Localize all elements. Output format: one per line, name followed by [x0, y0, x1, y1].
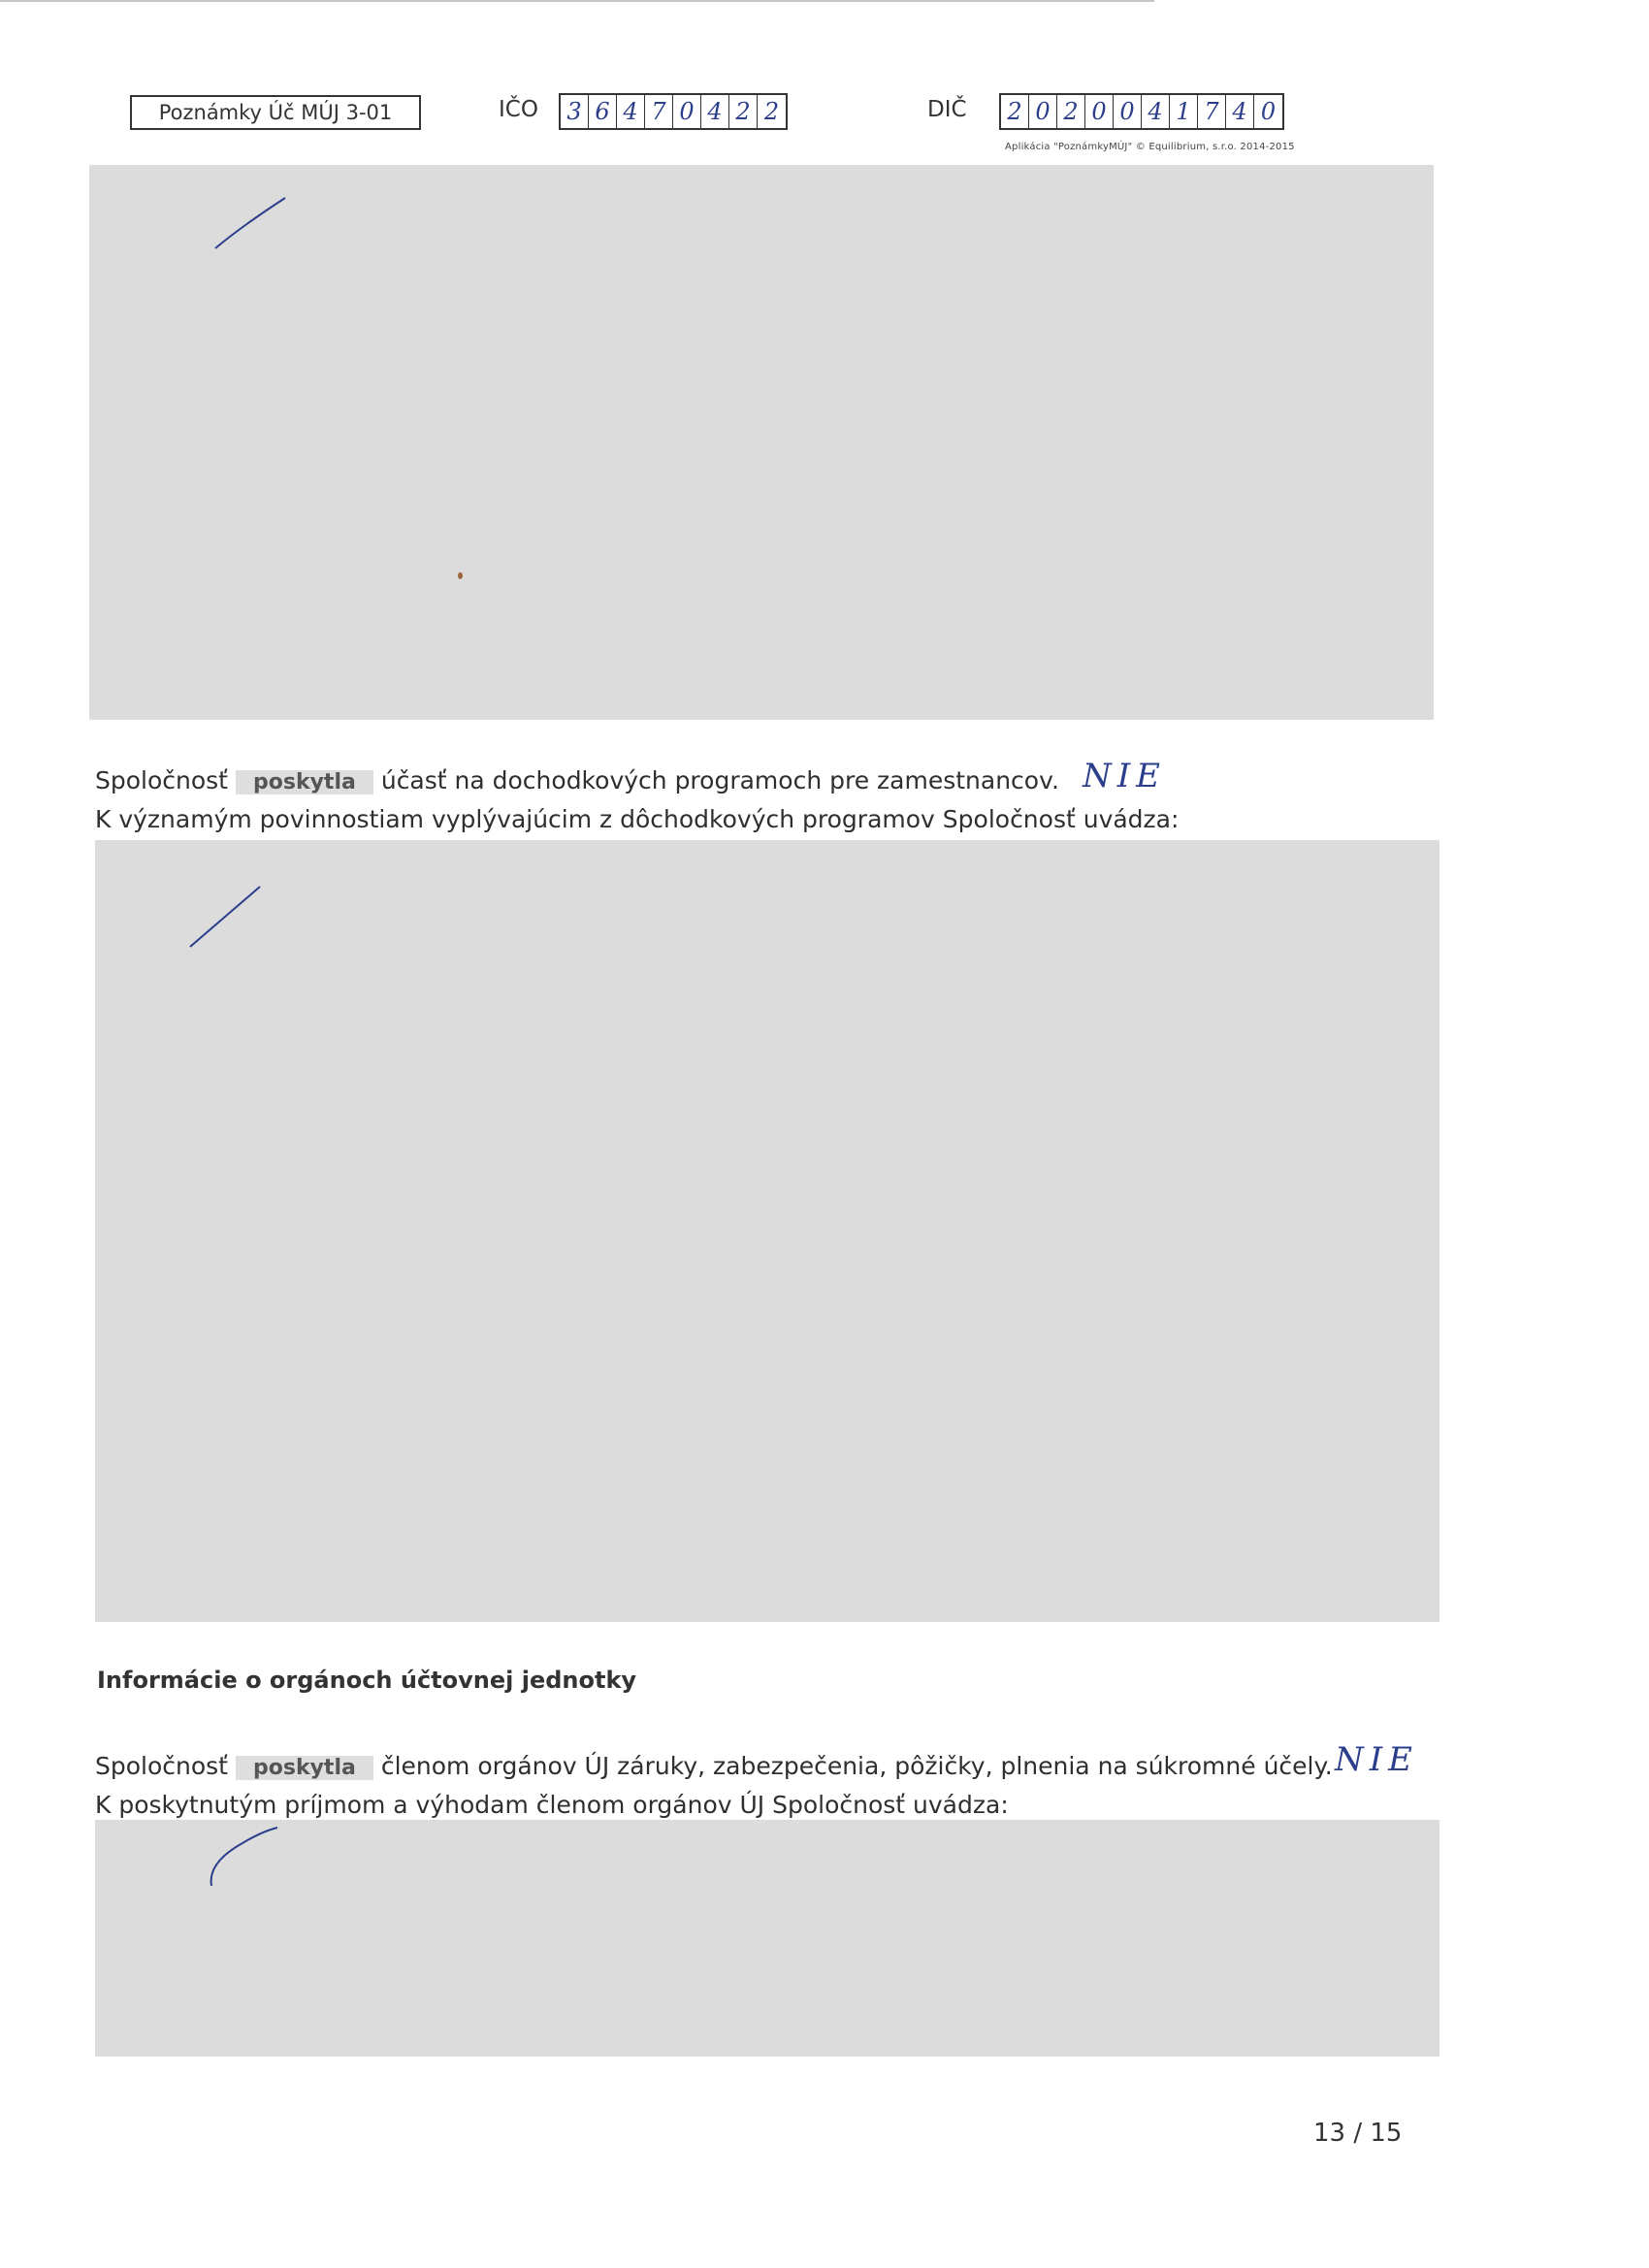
- organs-choice-badge: poskytla: [236, 1756, 373, 1780]
- digit-cell: 7: [645, 95, 673, 128]
- digit-cell: 2: [1057, 95, 1085, 128]
- organs-statement: [95, 1752, 1333, 1780]
- organs-statement-prefix: Spoločnosť: [95, 1752, 228, 1780]
- pension-obligations-label: K významým povinnostiam vyplývajúcim z dôchodkových programov Spoločnosť uvádza:: [95, 805, 1180, 833]
- pension-statement-suffix: účasť na dochodkových programoch pre zamestnancov.: [380, 766, 1059, 794]
- organs-handwritten-answer: NIE: [1335, 1740, 1418, 1779]
- digit-cell: 0: [1029, 95, 1057, 128]
- digit-cell: 7: [1198, 95, 1226, 128]
- digit-cell: 4: [1226, 95, 1254, 128]
- form-label: Poznámky Úč MÚJ 3-01: [130, 95, 421, 130]
- digit-cell: 0: [1114, 95, 1142, 128]
- notes-field-1: [89, 165, 1434, 720]
- notes-field-3: [95, 1820, 1439, 2057]
- organs-statement-suffix: členom orgánov ÚJ záruky, zabezpečenia, pôžičky, plnenia na súkromné účely.: [380, 1752, 1333, 1780]
- page-top-rule: [0, 0, 1154, 2]
- ico-label: IČO: [499, 97, 538, 122]
- pension-statement: [95, 766, 1059, 794]
- digit-cell: 2: [1001, 95, 1029, 128]
- digit-cell: 2: [729, 95, 758, 128]
- digit-cell: 1: [1170, 95, 1198, 128]
- digit-cell: 6: [589, 95, 617, 128]
- handwritten-strike-mark: [186, 883, 264, 951]
- digit-cell: 4: [1142, 95, 1170, 128]
- digit-cell: 4: [617, 95, 645, 128]
- page-number: 13 / 15: [1313, 2119, 1403, 2148]
- digit-cell: 0: [673, 95, 701, 128]
- digit-cell: 3: [561, 95, 589, 128]
- pension-statement-prefix: Spoločnosť: [95, 766, 228, 794]
- handwritten-strike-mark: [211, 194, 289, 252]
- pension-choice-badge: poskytla: [236, 770, 373, 794]
- dic-digit-row: [999, 93, 1284, 130]
- ico-digit-row: [559, 93, 788, 130]
- digit-cell: 0: [1085, 95, 1114, 128]
- handwritten-strike-mark: [204, 1824, 281, 1892]
- scan-speck: [458, 572, 463, 579]
- notes-field-2: [95, 840, 1439, 1622]
- app-credit: Aplikácia "PoznámkyMÚJ" © Equilibrium, s.r.o. 2014-2015: [1005, 142, 1295, 152]
- section-heading-organs: Informácie o orgánoch účtovnej jednotky: [97, 1667, 637, 1694]
- digit-cell: 0: [1260, 98, 1277, 125]
- digit-cell: 2: [763, 98, 780, 125]
- dic-label: DIČ: [927, 97, 967, 122]
- pension-handwritten-answer: NIE: [1083, 757, 1166, 795]
- organs-benefits-label: K poskytnutým príjmom a výhodam členom orgánov ÚJ Spoločnosť uvádza:: [95, 1791, 1009, 1819]
- digit-cell: 4: [701, 95, 729, 128]
